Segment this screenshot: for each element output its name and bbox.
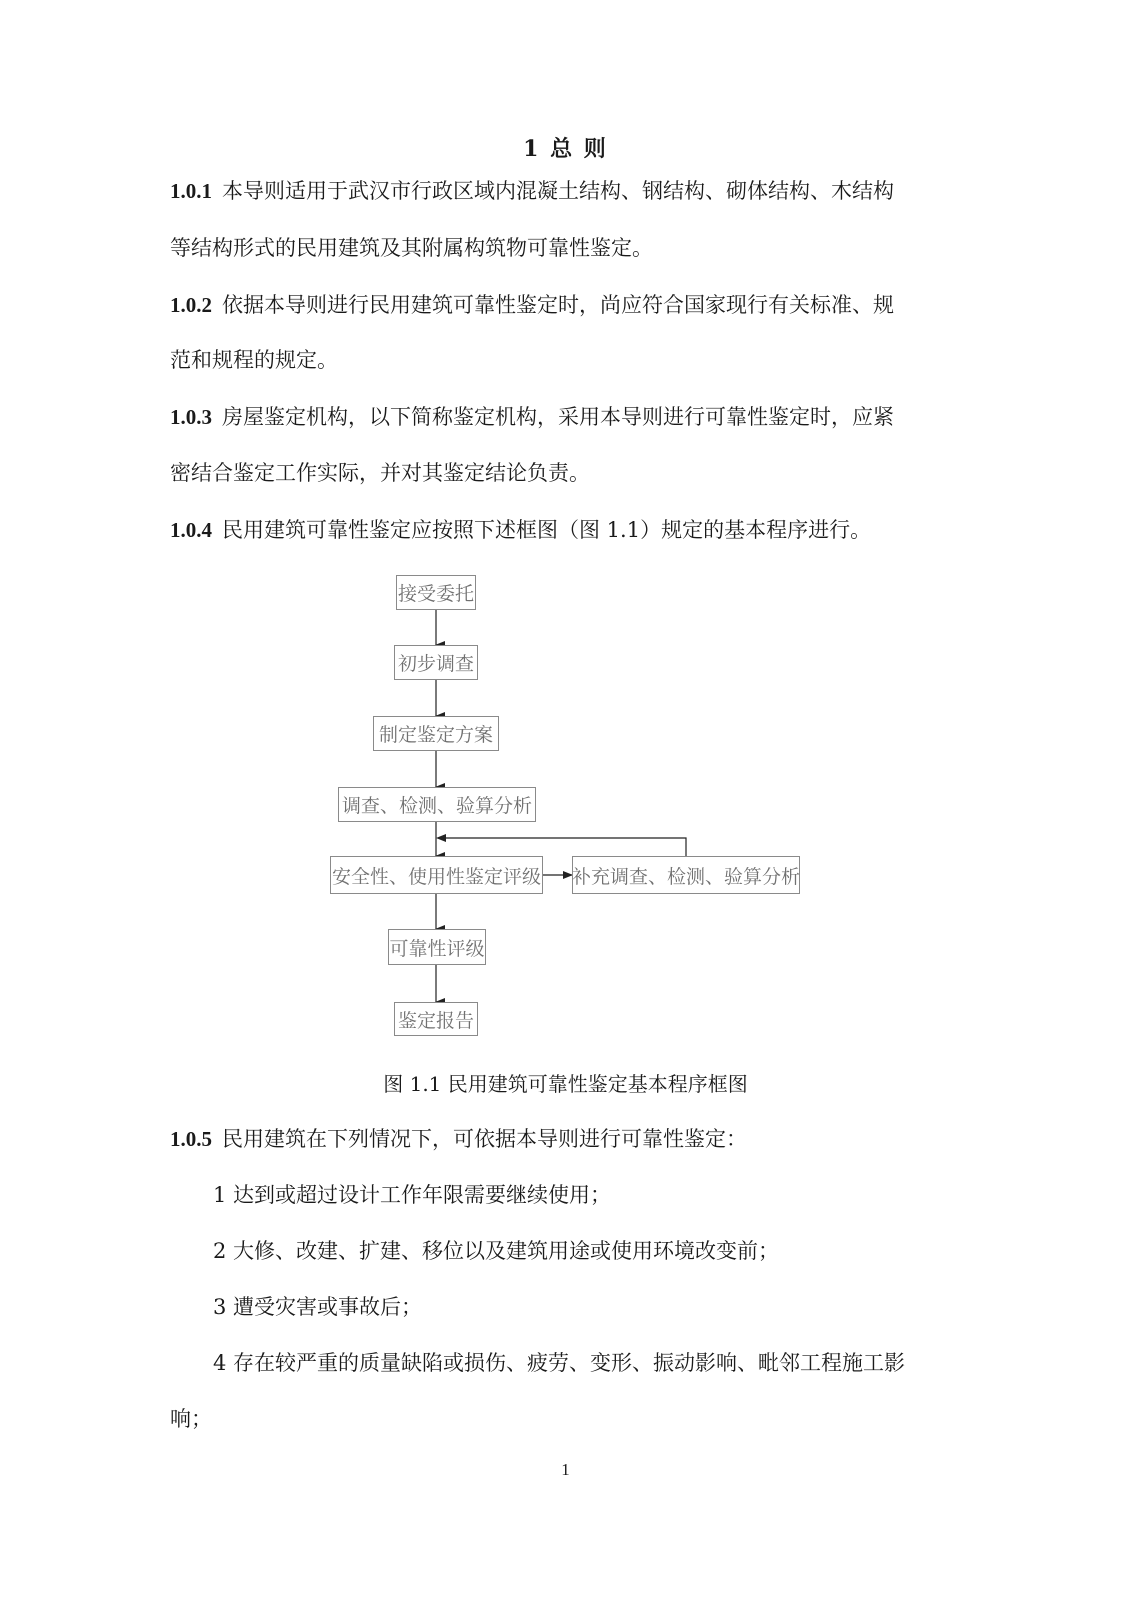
clause-1-0-2-cont: 范和规程的规定。: [170, 348, 338, 372]
section-heading: 1 总 则: [523, 136, 608, 162]
clause-text: 依据本导则进行民用建筑可靠性鉴定时，尚应符合国家现行有关标准、规: [222, 293, 894, 317]
clause-number: 1.0.4: [170, 518, 212, 542]
page-number: 1: [561, 1460, 570, 1479]
clause-number: 1.0.2: [170, 293, 212, 317]
clause-number: 1.0.5: [170, 1127, 212, 1151]
flow-step-report: 鉴定报告: [394, 1002, 478, 1036]
flow-step-accept-commission: 接受委托: [396, 575, 476, 610]
clause-1-0-3-cont: 密结合鉴定工作实际，并对其鉴定结论负责。: [170, 461, 590, 485]
clause-text: 本导则适用于武汉市行政区域内混凝土结构、钢结构、砌体结构、木结构: [222, 179, 894, 203]
feedback-arrowhead: [436, 834, 446, 842]
flow-step-safety-rating: 安全性、使用性鉴定评级: [330, 856, 543, 894]
feedback-line: [442, 838, 686, 856]
clause-text: 民用建筑可靠性鉴定应按照下述框图（图 1.1）规定的基本程序进行。: [222, 518, 872, 542]
list-item: 4 存在较严重的质量缺陷或损伤、疲劳、变形、振动影响、毗邻工程施工影: [213, 1351, 906, 1375]
flow-step-reliability-rating: 可靠性评级: [388, 929, 486, 965]
clause-text: 民用建筑在下列情况下，可依据本导则进行可靠性鉴定：: [222, 1127, 747, 1151]
list-item: 1 达到或超过设计工作年限需要继续使用；: [213, 1183, 612, 1207]
clause-1-0-5: [170, 1124, 960, 1154]
list-item: 2 大修、改建、扩建、移位以及建筑用途或使用环境改变前；: [213, 1239, 780, 1263]
flow-step-appraisal-plan: 制定鉴定方案: [373, 716, 499, 751]
clause-number: 1.0.3: [170, 405, 212, 429]
list-item-cont: 响；: [170, 1407, 212, 1431]
clause-1-0-1-cont: 等结构形式的民用建筑及其附属构筑物可靠性鉴定。: [170, 236, 653, 260]
clause-number: 1.0.1: [170, 179, 212, 203]
flow-step-preliminary-survey: 初步调查: [394, 645, 478, 680]
flow-step-investigation: 调查、检测、验算分析: [338, 787, 536, 822]
list-item: 3 遭受灾害或事故后；: [213, 1295, 423, 1319]
flow-step-supplementary: 补充调查、检测、验算分析: [572, 856, 800, 894]
figure-caption: 图 1.1 民用建筑可靠性鉴定基本程序框图: [383, 1072, 748, 1096]
clause-text: 房屋鉴定机构，以下简称鉴定机构，采用本导则进行可靠性鉴定时，应紧: [222, 405, 894, 429]
